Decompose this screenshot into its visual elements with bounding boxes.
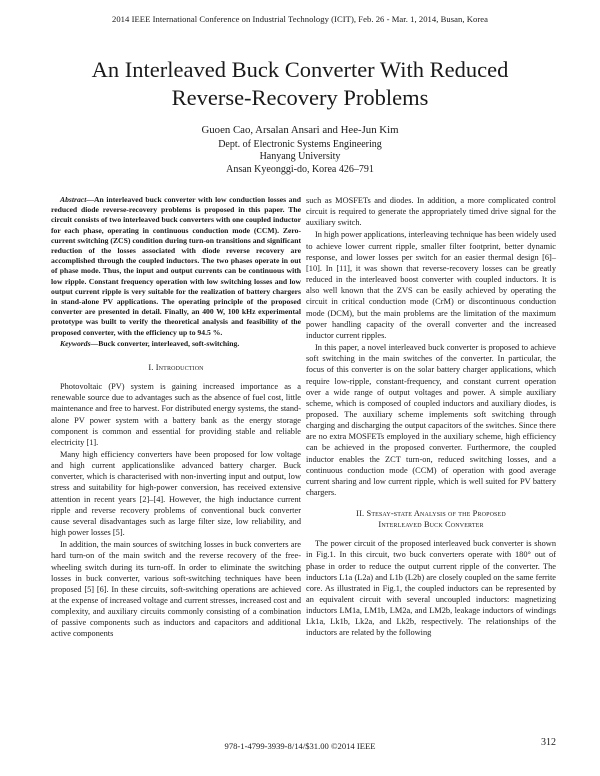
intro-paragraph-3: In addition, the main sources of switching losses in buck converters are hard turn-on of the main switch and the reverse recovery of the free-wheeling switch during its turn-off. In order to eliminate the switching losses in buck converter, various soft-switching techniques have been proposed [5] [6]. In these circuits, soft-switching operations are achieved at the expense of increased voltage and current stresses, increased cost and complexity, and auxiliary circuits commonly consisting of a combination of passive components such as inductors and capacitors and additional active components — [51, 540, 301, 639]
author-address: Ansan Kyeonggi-do, Korea 426–791 — [226, 163, 374, 175]
abstract — [51, 195, 301, 338]
keywords-lead: Keywords — [60, 338, 91, 348]
section-heading-introduction: I. Introduction — [148, 363, 204, 373]
section-heading-analysis — [306, 508, 556, 530]
keywords-dash: — — [90, 338, 99, 348]
author-university: Hanyang University — [259, 151, 341, 162]
right-paragraph-1: such as MOSFETs and diodes. In addition, a more complicated control circuit is required to generate the appropriately timed drive signal for the auxiliary switch. — [306, 196, 556, 228]
title-line-1: An Interleaved Buck Converter With Reduced — [91, 57, 509, 82]
analysis-paragraph-1: The power circuit of the proposed interleaved buck converter is shown in Fig.1. In this circuit, two buck converters operate with 180° out of phase in order to reduce the output current ripple of the converter. The inductors L1a (L2a) and L1b (L2b) are closely coupled on the same ferrite core. As illustrated in Fig.1, the coupled inductors can be represented by an equivalent circuit with several uncoupled inductors: magnetizing inductors LM1a, LM1b, LM2a, and LM2b, leakage inductors of windings Lk1a, Lk1b, Lk2a, and Lk2b, respectively. The relationships of the inductors are related by the following — [306, 539, 556, 638]
keywords — [51, 339, 301, 349]
title-line-2: Reverse-Recovery Problems — [171, 85, 429, 110]
intro-paragraph-2: Many high efficiency converters have been proposed for low voltage and high current applicationslike advanced battery charger. Buck converter, which is characterised with non-inverting input and output, low stress and suitability for high-power conversion, has received extensive attention in recent years [2]–[4]. However, the high inductance current ripple and reverse recovery problems of conventional buck converter cause several disadvantages such as large filter size, low reliability, and high power losses [5]. — [51, 449, 301, 538]
page-number: 312 — [541, 737, 556, 748]
abstract-text: An interleaved buck converter with low conduction losses and reduced diode reverse-recovery problems is proposed in this paper. The circuit consists of two interleaved buck converters with one coupled inductor for each phase, operating in continuous conduction mode (CCM). Zero-current switching (ZCS) condition during turn-on transitions and significant reduction of the losses associated with diode reverse recovery are accomplished through the coupled inductors. The two phases operate in out of phase mode. Thus, the input and output currents can be continuous with low ripple. Constant frequency operation with low switching losses and low output current ripple is very suitable for the realization of battery chargers in stand-alone PV applications. The operating principle of the proposed converter are presented in detail. Finally, an 400 W, 100 kHz experimental prototype was built to verify the theoretical analysis and feasibility of the proposed converter, with the efficiency up to 94.5 %. — [51, 195, 301, 337]
keywords-text: Buck converter, interleaved, soft-switching. — [98, 338, 240, 348]
conference-header: 2014 IEEE International Conference on Industrial Technology (ICIT), Feb. 26 - Mar. 1, 2014, Busan, Korea — [111, 14, 489, 24]
author-department: Dept. of Electronic Systems Engineering — [218, 138, 382, 150]
right-paragraph-2: In high power applications, interleaving technique has been widely used to achieve lower current ripple, smaller filter footprint, better dynamic response, and lower losses per switch for an easier thermal design [6]–[10]. In [11], it was shown that reverse-recovery losses can be greatly reduced in the interleaved boost converter with coupled inductors. It is also well known that the ZVS can be easily achieved by operating the circuit in critical conduction mode (CrM) or discontinuous conduction mode (DCM), but the main problems are the limitation of the maximum power handling capacity of the overall converter and the increased inductor current ripples. — [306, 230, 556, 340]
right-paragraph-3: In this paper, a novel interleaved buck converter is proposed to achieve soft switching in the main switches of the converter. In particular, the focus of this converter is on the solar battery charger applications, which require low-ripple, constant-frequency, and constant current operation over a wide range of output voltages and power. A simple auxiliary scheme, which is composed of coupled inductors and auxiliary diodes, is proposed. The auxiliary scheme implements soft switching through charging and discharging the output capacitors of the switches. Since there are no extra MOSFETs employed in the auxiliary scheme, high efficiency can be achieved in the proposed converter. Furthermore, the coupled inductor enables the ZCT turn-on, reduced switching losses, and a continuous conduction mode (CCM) of operation with good average current sharing and low current ripple, which is well suited for PV battery chargers. — [306, 343, 556, 498]
paper-title — [40, 56, 560, 112]
left-column — [51, 195, 301, 640]
abstract-dash: — — [86, 195, 94, 204]
right-column — [306, 195, 556, 639]
intro-paragraph-1: Photovoltaic (PV) system is gaining increased importance as a renewable source due to advantages such as the absence of fuel cost, little maintenance and free to harvest. For distributed energy systems, the stand-alone PV power system with a battery bank as the energy storage component is common and essential for providing stable and reliable electricity [1]. — [51, 382, 301, 447]
author-block — [0, 124, 600, 176]
footer-isbn: 978-1-4799-3939-8/14/$31.00 ©2014 IEEE — [224, 741, 376, 751]
section-heading-analysis-line-1: II. Stesay-state Analysis of the Proposed — [356, 509, 506, 519]
abstract-lead: Abstract — [60, 195, 87, 204]
section-heading-analysis-line-2: Interleaved Buck Converter — [378, 520, 484, 530]
author-names: Guoen Cao, Arsalan Ansari and Hee-Jun Kim — [201, 124, 399, 136]
